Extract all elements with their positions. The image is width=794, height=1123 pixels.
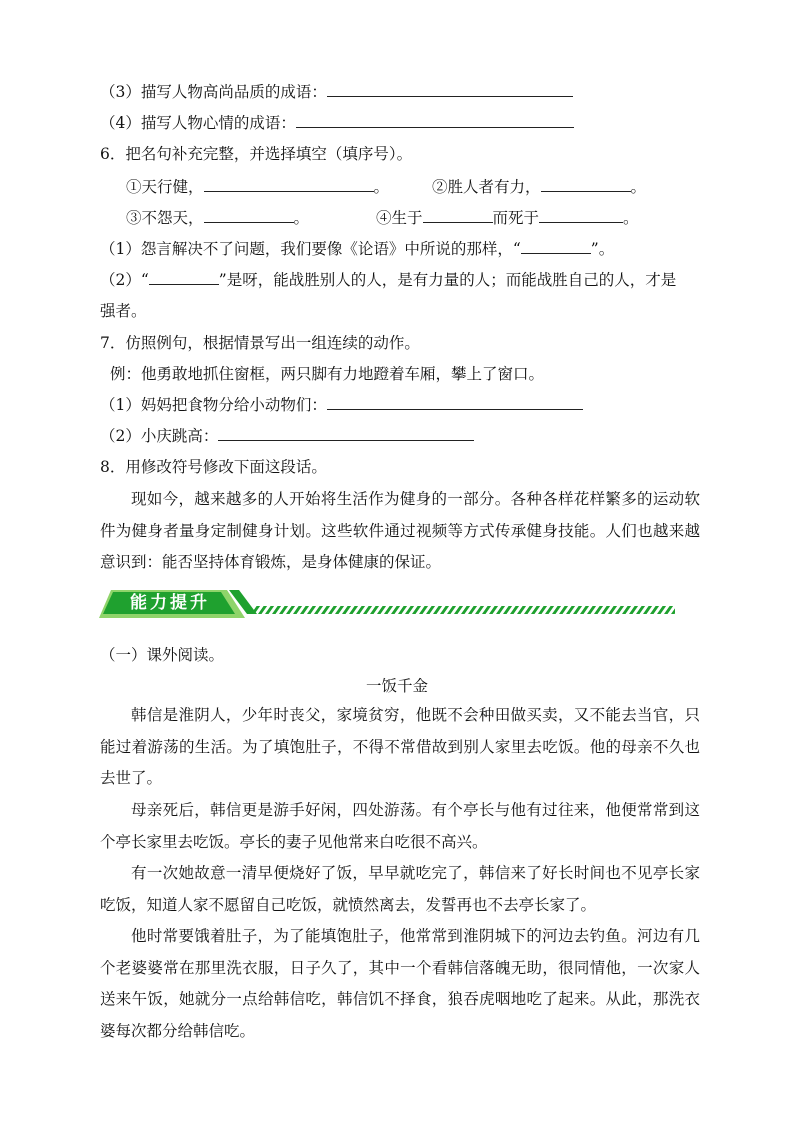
q8-paragraph: 现如今，越来越多的人开始将生活作为健身的一部分。各种各样花样繁多的运动软件为健身者量身定制健身计划。这些软件通过视频等方式传承健身技能。人们也越来越意识到：能否坚持体育锻炼，是身体健康的保证。 — [100, 490, 700, 571]
q6-d-prefix: ④生于 — [376, 209, 423, 227]
q7-item1 — [100, 395, 583, 415]
q5-item3 — [100, 82, 573, 102]
answer-blank[interactable] — [423, 208, 493, 223]
answer-blank[interactable] — [327, 395, 583, 410]
answer-blank[interactable] — [204, 177, 374, 192]
answer-blank[interactable] — [327, 82, 573, 97]
q7-item2 — [100, 426, 474, 446]
story-paragraph-2: 母亲死后，韩信更是游手好闲，四处游荡。有个亭长与他有过往来，他便常常到这个亭长家里去吃饭。亭长的妻子见他常来白吃很不高兴。 — [100, 801, 700, 851]
story-title: 一饭千金 — [365, 677, 428, 695]
q6-s1-prefix: （1）怨言解决不了问题，我们要像《论语》中所说的那样，“ — [100, 240, 521, 258]
q7-item2-label: （2）小庆跳高： — [100, 427, 219, 445]
story-paragraph-1: 韩信是淮阴人，少年时丧父，家境贫穷，他既不会种田做买卖，又不能去当官，只能过着游荡的生活。为了填饱肚子，不得不常借故到别人家里去吃饭。他的母亲不久也去世了。 — [100, 706, 700, 787]
answer-blank[interactable] — [149, 270, 219, 285]
q6-a-suffix: 。 — [373, 178, 390, 196]
q6-a-prefix: ①天行健， — [126, 178, 204, 196]
reading-subtitle: （一）课外阅读。 — [100, 646, 225, 664]
q5-item3-label: （3）描写人物高尚品质的成语： — [100, 83, 327, 101]
q6-quote-c — [126, 208, 309, 228]
q6-title: 6．把名句补充完整，并选择填空（填序号）。 — [100, 145, 413, 163]
q6-sentence-2 — [100, 270, 676, 290]
q6-d-suffix: 。 — [623, 209, 639, 227]
q6-quote-a — [126, 177, 389, 197]
answer-blank[interactable] — [539, 208, 623, 223]
answer-blank[interactable] — [541, 177, 631, 192]
answer-blank[interactable] — [204, 208, 294, 223]
q6-quote-b — [432, 177, 646, 197]
story-paragraph-4: 他时常要饿着肚子，为了能填饱肚子，他常常到淮阴城下的河边去钓鱼。河边有几个老婆婆常在那里洗衣服，日子久了，其中一个看韩信落魄无助，很同情他，一次家人送来午饭，她就分一点给韩信吃，韩信饥不择食，狼吞虎咽地吃了起来。从此，那洗衣婆每次都分给韩信吃。 — [100, 927, 700, 1040]
q8-title: 8．用修改符号修改下面这段话。 — [100, 458, 327, 476]
banner-hatch — [253, 606, 675, 614]
q5-item4 — [100, 113, 574, 133]
q7-example: 例：他勇敢地抓住窗框，两只脚有力地蹬着车厢，攀上了窗口。 — [110, 365, 545, 383]
answer-blank[interactable] — [521, 239, 591, 254]
q6-b-suffix: 。 — [630, 178, 647, 196]
q5-item4-label: （4）描写人物心情的成语： — [100, 114, 296, 132]
q6-s1-suffix: ”。 — [590, 240, 615, 258]
q7-title: 7．仿照例句，根据情景写出一组连续的动作。 — [100, 334, 420, 352]
q6-b-prefix: ②胜人者有力， — [432, 178, 541, 196]
q6-s2-prefix: （2）“ — [100, 271, 149, 289]
q6-sentence-1 — [100, 239, 614, 259]
answer-blank[interactable] — [296, 113, 574, 128]
answer-blank[interactable] — [218, 426, 474, 441]
section-banner-title: 能力提升 — [130, 593, 210, 613]
q6-c-prefix: ③不怨天， — [126, 209, 204, 227]
q6-s2-suffix: ”是呀，能战胜别人的人，是有力量的人；而能战胜自己的人，才是 — [218, 271, 677, 289]
section-banner — [97, 584, 677, 624]
q6-c-suffix: 。 — [293, 209, 310, 227]
q6-sentence-2-continued: 强者。 — [100, 302, 147, 320]
q6-d-middle: 而死于 — [492, 209, 540, 227]
q7-item1-label: （1）妈妈把食物分给小动物们： — [100, 396, 327, 414]
q6-quote-d — [376, 208, 639, 228]
story-paragraph-3: 有一次她故意一清早便烧好了饭，早早就吃完了，韩信来了好长时间也不见亭长家吃饭，知道人家不愿留自己吃饭，就愤然离去，发誓再也不去亭长家了。 — [100, 864, 700, 914]
